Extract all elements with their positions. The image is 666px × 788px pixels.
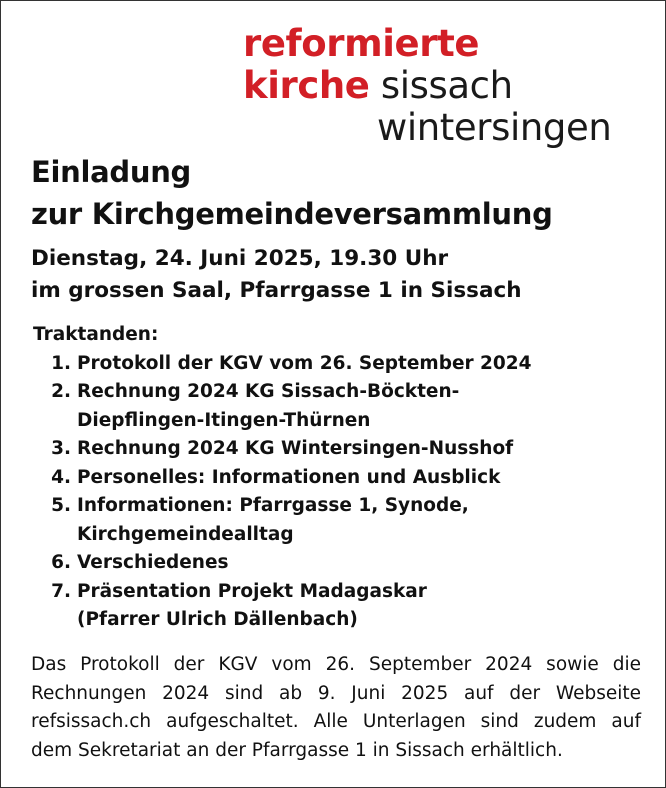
agenda-item-number: 7. [51,580,71,602]
note-line: Das Protokoll der KGV vom 26. September 2024 sowie die [31,654,641,675]
agenda-list [33,350,532,635]
agenda-item [33,378,532,435]
agenda-item-number: 2. [51,381,71,402]
agenda-item-text: Verschiedenes [77,552,229,573]
note-line: dem Sekretariat an der Pfarrgasse 1 in Sissach erhältlich. [31,739,563,761]
agenda-item-text: Informationen: Pfarrgasse 1, Synode, [77,495,469,516]
logo-text-sissach: sissach [369,64,513,107]
agenda-item-text-continued: Diepflingen-Itingen-Thürnen [77,409,371,431]
logo-text-wintersingen: wintersingen [377,106,612,149]
agenda-item-number: 5. [51,495,71,516]
agenda-item-text: Rechnung 2024 KG Sissach-Böckten- [77,381,460,402]
documents-note [31,651,641,765]
agenda-item-text-continued: (Pfarrer Ulrich Dällenbach) [77,609,358,630]
church-logo [243,23,611,149]
meeting-details [31,243,522,307]
agenda-item-text: Personelles: Informationen und Ausblick [77,466,501,488]
agenda-item [33,350,532,379]
logo-text-reformierte: reformierte [243,22,480,65]
agenda-item-text: Rechnung 2024 KG Wintersingen-Nusshof [77,438,514,459]
agenda-heading: Traktanden: [33,324,159,345]
agenda-item-number: 6. [51,552,71,573]
agenda-item-text: Präsentation Projekt Madagaskar [77,580,427,602]
title-line-1: Einladung [31,155,192,189]
agenda-item-number: 1. [51,352,71,374]
agenda-section [33,321,532,635]
agenda-item-number: 4. [51,466,71,488]
agenda-item [33,464,532,493]
agenda-item [33,492,532,549]
logo-text-kirche: kirche [243,64,370,107]
meeting-date-time: Dienstag, 24. Juni 2025, 19.30 Uhr [31,246,449,271]
note-line: refsissach.ch aufgeschaltet. Alle Unterlagen sind zudem auf [31,711,641,732]
agenda-item-text: Protokoll der KGV vom 26. September 2024 [77,352,532,374]
agenda-item-text-continued: Kirchgemeindealltag [77,523,294,545]
agenda-item [33,435,532,464]
agenda-item [33,549,532,578]
agenda-item [33,578,532,635]
title-line-2: zur Kirchgemeindeversammlung [31,197,553,231]
note-line: Rechnungen 2024 sind ab 9. Juni 2025 auf der Webseite [31,682,641,704]
meeting-location: im grossen Saal, Pfarrgasse 1 in Sissach [31,278,522,303]
page-title [31,151,553,235]
agenda-item-number: 3. [51,438,71,459]
